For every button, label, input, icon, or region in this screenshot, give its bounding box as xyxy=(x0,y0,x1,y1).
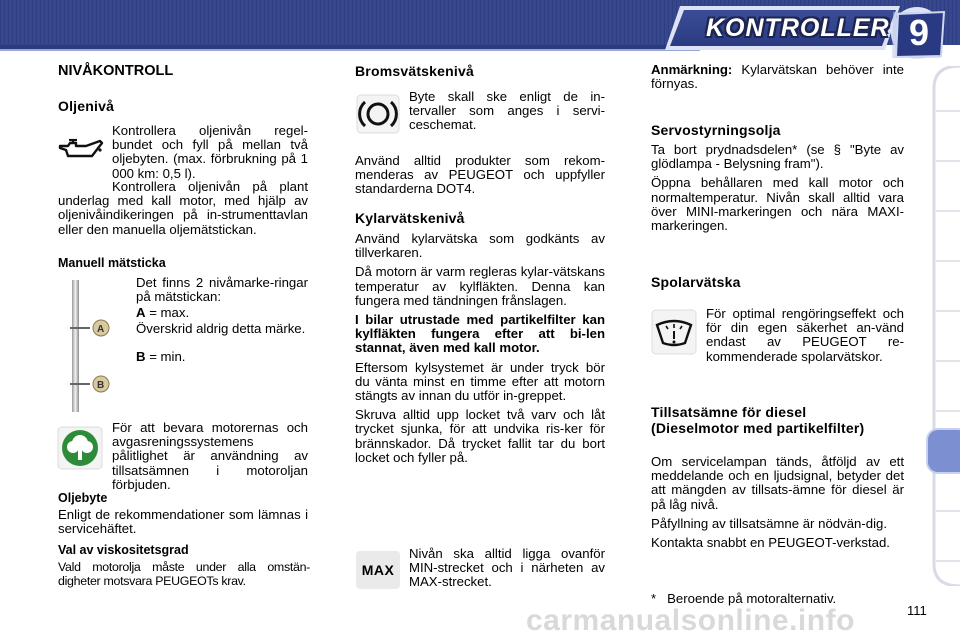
header-banner xyxy=(0,0,960,62)
coolant-p4: Eftersom kylsystemet är under tryck bör du vänta minst en timme efter att motorn stängts av innan du utför in-greppet. xyxy=(355,359,605,404)
windscreen-washer-icon xyxy=(651,309,697,355)
oil-level-heading: Oljenivå xyxy=(58,98,115,114)
dipstick-illustration xyxy=(56,278,116,414)
mark-a-letter: A xyxy=(136,305,146,320)
mark-a-text: = max. xyxy=(145,305,190,320)
brake-text-2: Använd alltid produkter som rekom-menderas av PEUGEOT och uppfyller standarderna DOT4. xyxy=(355,153,605,197)
coolant-heading: Kylarvätskenivå xyxy=(355,210,465,226)
oil-text-2: Kontrollera oljenivån på plant underlag med kall motor, med hjälp av oljenivåindikeringen på in-strumenttavlan eller den manuella oljemätstickan. xyxy=(58,179,308,237)
diesel-p3: Kontakta snabbt en PEUGEOT-verkstad. xyxy=(651,535,890,551)
steering-p2: Öppna behållaren med kall motor och normaltemperatur. Nivån skall alltid vara över MINI-markeringen och nära MAXI-markeringen. xyxy=(651,175,904,234)
oil-text: Kontrollera oljenivån regel-bundet och fyll på mellan två oljebyten. (max. förbrukning på 1 000 km: 0,5 l). xyxy=(112,123,308,181)
environment-tree-icon xyxy=(57,426,103,470)
mark-b-label: B xyxy=(97,380,105,391)
note-label: Anmärkning: xyxy=(651,62,733,77)
oil-can-icon xyxy=(56,136,106,166)
washer-text: För optimal rengöringseffekt och för din egen säkerhet an-vänd endast av PEUGEOT re-kommenderade spolarvätskor. xyxy=(706,306,904,364)
dipstick-intro: Det finns 2 nivåmarke-ringar på mätstickan: xyxy=(136,275,308,305)
steering-p1: Ta bort prydnadsdelen* (se § "Byte av glödlampa - Belysning fram"). xyxy=(651,142,904,172)
viscosity-heading: Val av viskositetsgrad xyxy=(58,543,189,557)
max-icon: MAX xyxy=(356,551,400,589)
mark-b-line xyxy=(136,350,308,364)
note xyxy=(651,63,904,91)
note-text: Kylarvätskan behöver inte förnyas. xyxy=(651,62,904,92)
active-chapter-tab[interactable] xyxy=(928,430,960,472)
footnote: * Beroende på motoralternativ. xyxy=(651,591,837,606)
steering-paragraphs xyxy=(651,143,904,238)
coolant-p5: Skruva alltid upp locket två varv och låt trycket sjunka, för att undvika ris-ker för brännskador. Då trycket fallit tar du bort locket och fyller på. xyxy=(355,407,605,465)
mark-b-text: = min. xyxy=(145,349,186,364)
page-number: 111 xyxy=(907,603,927,618)
chapter-title: KONTROLLER xyxy=(706,14,890,42)
oil-change-heading: Oljebyte xyxy=(58,491,108,505)
dipstick-warning: Överskrid aldrig detta märke. xyxy=(136,321,306,336)
mark-a-label: A xyxy=(97,324,105,335)
dipstick-heading: Manuell mätsticka xyxy=(58,256,166,270)
max-text: Nivån ska alltid ligga ovanför MIN-strecket och i närheten av MAX-strecket. xyxy=(409,546,605,590)
oil-change-text: Enligt de rekommendationer som lämnas i servicehäftet. xyxy=(58,507,308,537)
watermark: carmanualsonline.info xyxy=(526,604,855,637)
diesel-additive-heading: Tillsatsämne för diesel (Dieselmotor med partikelfilter) xyxy=(651,404,865,436)
chapter-tabs xyxy=(924,66,960,586)
section-title: NIVÅKONTROLL xyxy=(58,63,174,79)
viscosity-text: Vald motorolja måste under alla omstän-digheter motsvara PEUGEOTs krav. xyxy=(58,560,310,589)
chapter-number: 9 xyxy=(908,12,930,53)
diesel-p1: Om servicelampan tänds, åtföljd av ett meddelande och en ljudsignal, betyder det att mängden av tillsats-ämne för diesel är på låg nivå. xyxy=(651,454,904,512)
coolant-p1: Använd kylarvätska som godkänts av tillverkaren. xyxy=(355,231,605,261)
diesel-p2: Påfyllning av tillsatsämne är nödvän-dig. xyxy=(651,515,888,531)
coolant-p3: I bilar utrustade med partikelfilter kan kylfläkten fungera efter att bi-len stannat, även med kall motor. xyxy=(355,312,605,356)
power-steering-heading: Servostyrningsolja xyxy=(651,122,781,138)
coolant-p2: Då motorn är varm regleras kylar-vätskans temperatur av kylfläkten. Denna kan fungera med tändningen frånslagen. xyxy=(355,264,605,308)
mark-a-line xyxy=(136,306,308,320)
environment-text: För att bevara motorernas och avgasreningssystemens pålitlighet är användning av tillsatsämnen i motoroljan förbjuden. xyxy=(112,420,308,492)
brake-fluid-heading: Bromsvätskenivå xyxy=(355,63,474,79)
washer-fluid-heading: Spolarvätska xyxy=(651,274,741,290)
diesel-paragraphs xyxy=(651,455,904,555)
coolant-paragraphs xyxy=(355,232,605,470)
brake-warning-icon xyxy=(356,94,400,134)
brake-text: Byte skall ske enligt de in-tervaller som anges i servi-ceschemat. xyxy=(409,89,605,133)
mark-b-letter: B xyxy=(136,349,146,364)
